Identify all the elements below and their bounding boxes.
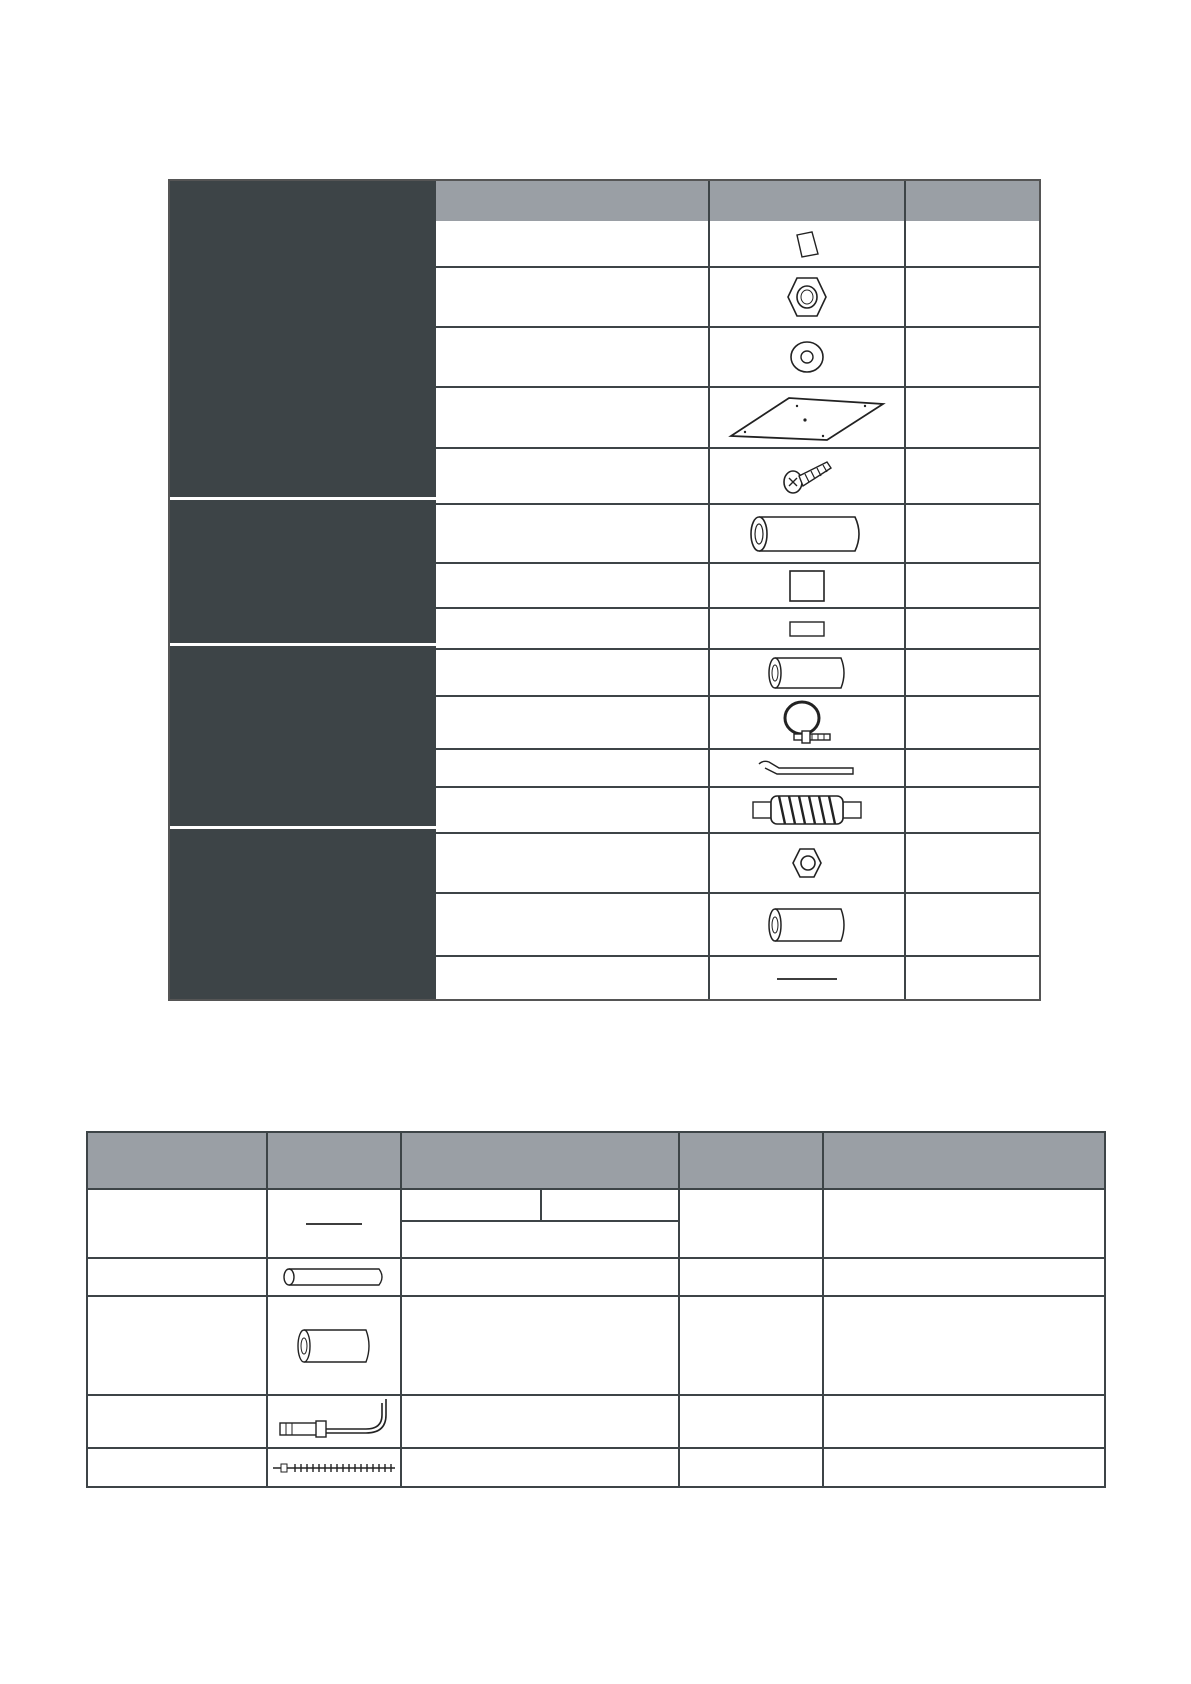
column-divider (540, 1188, 542, 1220)
header-name (88, 1133, 266, 1188)
screw-icon (710, 449, 904, 503)
header-part-name (436, 181, 708, 221)
hose-clamp-icon (710, 697, 904, 748)
long-tube-icon (268, 1259, 400, 1295)
rect-pad-icon (710, 609, 904, 648)
row-divider (88, 1257, 1104, 1259)
pipe-line-icon (268, 1190, 400, 1257)
threaded-rod-icon (268, 1449, 400, 1486)
group-label (170, 646, 436, 826)
hook-bolt-icon (268, 1396, 400, 1447)
table-header (436, 181, 1039, 221)
group-label (170, 181, 436, 497)
mounting-plate-icon (710, 388, 904, 447)
header-outline (710, 181, 904, 221)
header-quantity (906, 181, 1039, 221)
column-divider (904, 181, 906, 999)
drain-tube-icon (710, 750, 904, 786)
row-divider (400, 1220, 678, 1222)
hex-nut-icon (710, 268, 904, 326)
insulation-sleeve-icon (710, 505, 904, 562)
group-cell-1 (170, 181, 436, 497)
wire-icon (710, 957, 904, 999)
insulation-tube-icon (268, 1297, 400, 1394)
header-qty (680, 1133, 822, 1188)
washer-icon (710, 328, 904, 386)
flare-nut-icon (710, 834, 904, 892)
accessories-table (168, 179, 1041, 1001)
column-divider (400, 1133, 402, 1486)
manual-sheet-icon (710, 221, 904, 266)
pipe-spec-table (86, 1131, 1106, 1488)
sleeve-icon (710, 894, 904, 955)
column-divider (678, 1133, 680, 1486)
header-note (824, 1133, 1104, 1188)
square-pad-icon (710, 564, 904, 607)
header-shape (268, 1133, 400, 1188)
group-cell-2 (170, 500, 436, 643)
column-divider (822, 1133, 824, 1486)
row-divider (88, 1188, 1104, 1190)
header-spec (402, 1133, 678, 1188)
group-cell-3 (170, 646, 436, 826)
group-cell-4 (170, 829, 436, 999)
row-divider (88, 1394, 1104, 1396)
coupling-icon (710, 788, 904, 832)
row-divider (88, 1447, 1104, 1449)
row-divider (88, 1295, 1104, 1297)
group-label (170, 829, 436, 999)
table-header (88, 1133, 1104, 1188)
group-label (170, 500, 436, 643)
pipe-sleeve-icon (710, 650, 904, 695)
